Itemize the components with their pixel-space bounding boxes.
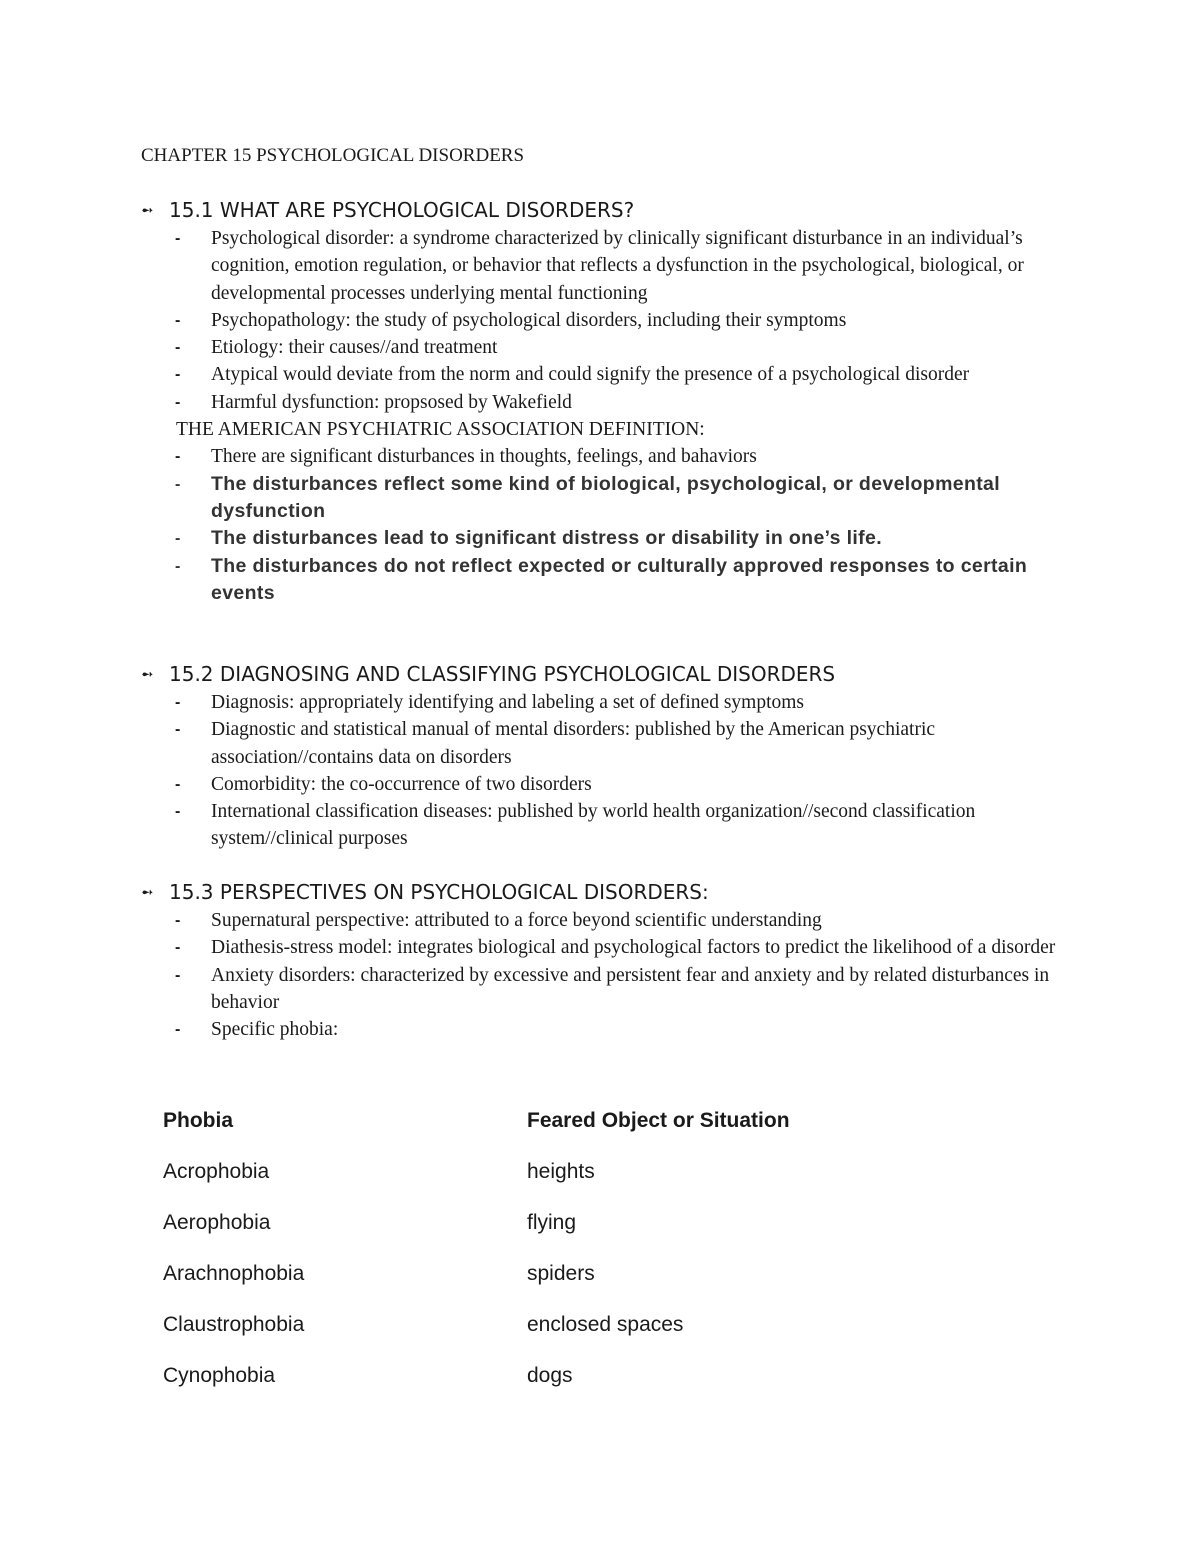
phobia-name-cell: Arachnophobia: [163, 1262, 305, 1285]
list-item-text: International classification diseases: published by world health organization//second classification system//clinical purposes: [211, 801, 976, 850]
list-item-text: Psychopathology: the study of psychological disorders, including their symptoms: [211, 309, 847, 331]
list-item: [0, 443, 1200, 470]
phobia-table: [163, 1104, 923, 1410]
list-item-text: Diathesis-stress model: integrates biological and psychological factors to predict the likelihood of a disorder: [211, 937, 1056, 959]
list-item: [0, 962, 1200, 1017]
column-header-feared-object: Feared Object or Situation: [527, 1109, 790, 1132]
section-15-1: [0, 195, 1200, 607]
column-header-phobia: Phobia: [163, 1109, 234, 1132]
feared-object-cell: heights: [527, 1160, 595, 1183]
section-15-2: [0, 659, 1200, 853]
list-item: [0, 389, 1200, 416]
section-heading-text: 15.3 PERSPECTIVES ON PSYCHOLOGICAL DISORDERS:: [169, 880, 709, 904]
list-item-text: The disturbances do not reflect expected or culturally approved responses to certain events: [211, 554, 1028, 604]
section-heading: [0, 877, 1200, 907]
list-item-text: Anxiety disorders: characterized by excessive and persistent fear and anxiety and by related disturbances in behavior: [211, 964, 1050, 1013]
list-item: [0, 225, 1200, 307]
section-15-3: [0, 877, 1200, 1043]
dash-bullet-icon: -: [175, 366, 181, 384]
dash-bullet-icon: -: [175, 448, 181, 466]
feared-object-cell: dogs: [527, 1364, 573, 1387]
table-row: [163, 1359, 923, 1410]
list-item: [0, 934, 1200, 961]
list-item: [0, 716, 1200, 771]
phobia-name-cell: Acrophobia: [163, 1160, 270, 1183]
table-row: [163, 1257, 923, 1308]
section-heading-text: 15.2 DIAGNOSING AND CLASSIFYING PSYCHOLOGICAL DISORDERS: [169, 662, 836, 686]
table-row: [163, 1155, 923, 1206]
dash-bullet-icon: -: [175, 721, 181, 739]
dash-bullet-icon: -: [175, 311, 181, 329]
list-item-text: Diagnosis: appropriately identifying and labeling a set of defined symptoms: [211, 692, 804, 713]
apa-definition-subheading: THE AMERICAN PSYCHIATRIC ASSOCIATION DEFINITION:: [176, 419, 705, 441]
dash-bullet-icon: -: [175, 694, 181, 711]
list-item-bold: [0, 553, 1200, 608]
dash-bullet-icon: -: [175, 912, 181, 929]
definition-list: [0, 443, 1200, 607]
arrow-bullet-icon: ➻: [141, 665, 154, 683]
list-item: [0, 334, 1200, 361]
list-item: [0, 907, 1200, 934]
list-item-text: Supernatural perspective: attributed to a force beyond scientific understanding: [211, 910, 822, 931]
feared-object-cell: enclosed spaces: [527, 1313, 684, 1336]
list-item-bold: [0, 471, 1200, 526]
list-item-text: Comorbidity: the co-occurrence of two disorders: [211, 773, 592, 795]
table-row: [163, 1308, 923, 1359]
list-item: [0, 307, 1200, 334]
dash-bullet-icon: -: [175, 775, 181, 793]
phobia-name-cell: Cynophobia: [163, 1364, 276, 1387]
list-item-text: Specific phobia:: [211, 1019, 339, 1041]
list-item-text: There are significant disturbances in thoughts, feelings, and bahaviors: [211, 446, 757, 468]
table-row: [163, 1206, 923, 1257]
list-item-text: The disturbances lead to significant distress or disability in one’s life.: [211, 527, 882, 550]
dash-bullet-icon: -: [175, 475, 181, 493]
arrow-bullet-icon: ➻: [141, 883, 154, 901]
dash-bullet-icon: -: [175, 803, 181, 821]
list-item: [0, 798, 1200, 853]
list-item-text: Harmful dysfunction: propsosed by Wakefield: [211, 391, 572, 413]
phobia-name-cell: Claustrophobia: [163, 1313, 305, 1336]
bullet-list: [0, 689, 1200, 853]
feared-object-cell: spiders: [527, 1262, 595, 1285]
dash-bullet-icon: -: [175, 966, 181, 984]
bullet-list: [0, 907, 1200, 1043]
dash-bullet-icon: -: [175, 530, 181, 548]
feared-object-cell: flying: [527, 1211, 577, 1234]
section-heading: [0, 195, 1200, 225]
list-item: [0, 361, 1200, 388]
table-header-row: [163, 1104, 923, 1155]
list-item-text: The disturbances reflect some kind of biological, psychological, or developmental dysfunction: [211, 472, 1001, 522]
section-heading-text: 15.1 WHAT ARE PSYCHOLOGICAL DISORDERS?: [169, 198, 635, 222]
list-item-text: Psychological disorder: a syndrome characterized by clinically significant disturbance in an individual’s cognition, emotion regulation, or behavior that reflects a dysfunction in the psychological, biological, or developmental processes underlying mental functioning: [211, 228, 1024, 304]
dash-bullet-icon: -: [175, 1021, 181, 1039]
list-item-text: Atypical would deviate from the norm and could signify the presence of a psychological disorder: [211, 364, 970, 386]
list-item: [0, 689, 1200, 716]
phobia-name-cell: Aerophobia: [163, 1211, 271, 1234]
list-item-text: Etiology: their causes//and treatment: [211, 337, 498, 359]
section-heading: [0, 659, 1200, 689]
bullet-list: [0, 225, 1200, 416]
dash-bullet-icon: -: [175, 230, 181, 247]
dash-bullet-icon: -: [175, 339, 181, 357]
dash-bullet-icon: -: [175, 393, 181, 411]
chapter-title: CHAPTER 15 PSYCHOLOGICAL DISORDERS: [141, 145, 525, 166]
list-item-text: Diagnostic and statistical manual of mental disorders: published by the American psychiatric association//contains data on disorders: [211, 719, 936, 768]
list-item: [0, 771, 1200, 798]
dash-bullet-icon: -: [175, 557, 181, 575]
arrow-bullet-icon: ➻: [141, 201, 154, 219]
list-item-bold: [0, 525, 1200, 552]
list-item: [0, 1016, 1200, 1043]
dash-bullet-icon: -: [175, 939, 181, 957]
